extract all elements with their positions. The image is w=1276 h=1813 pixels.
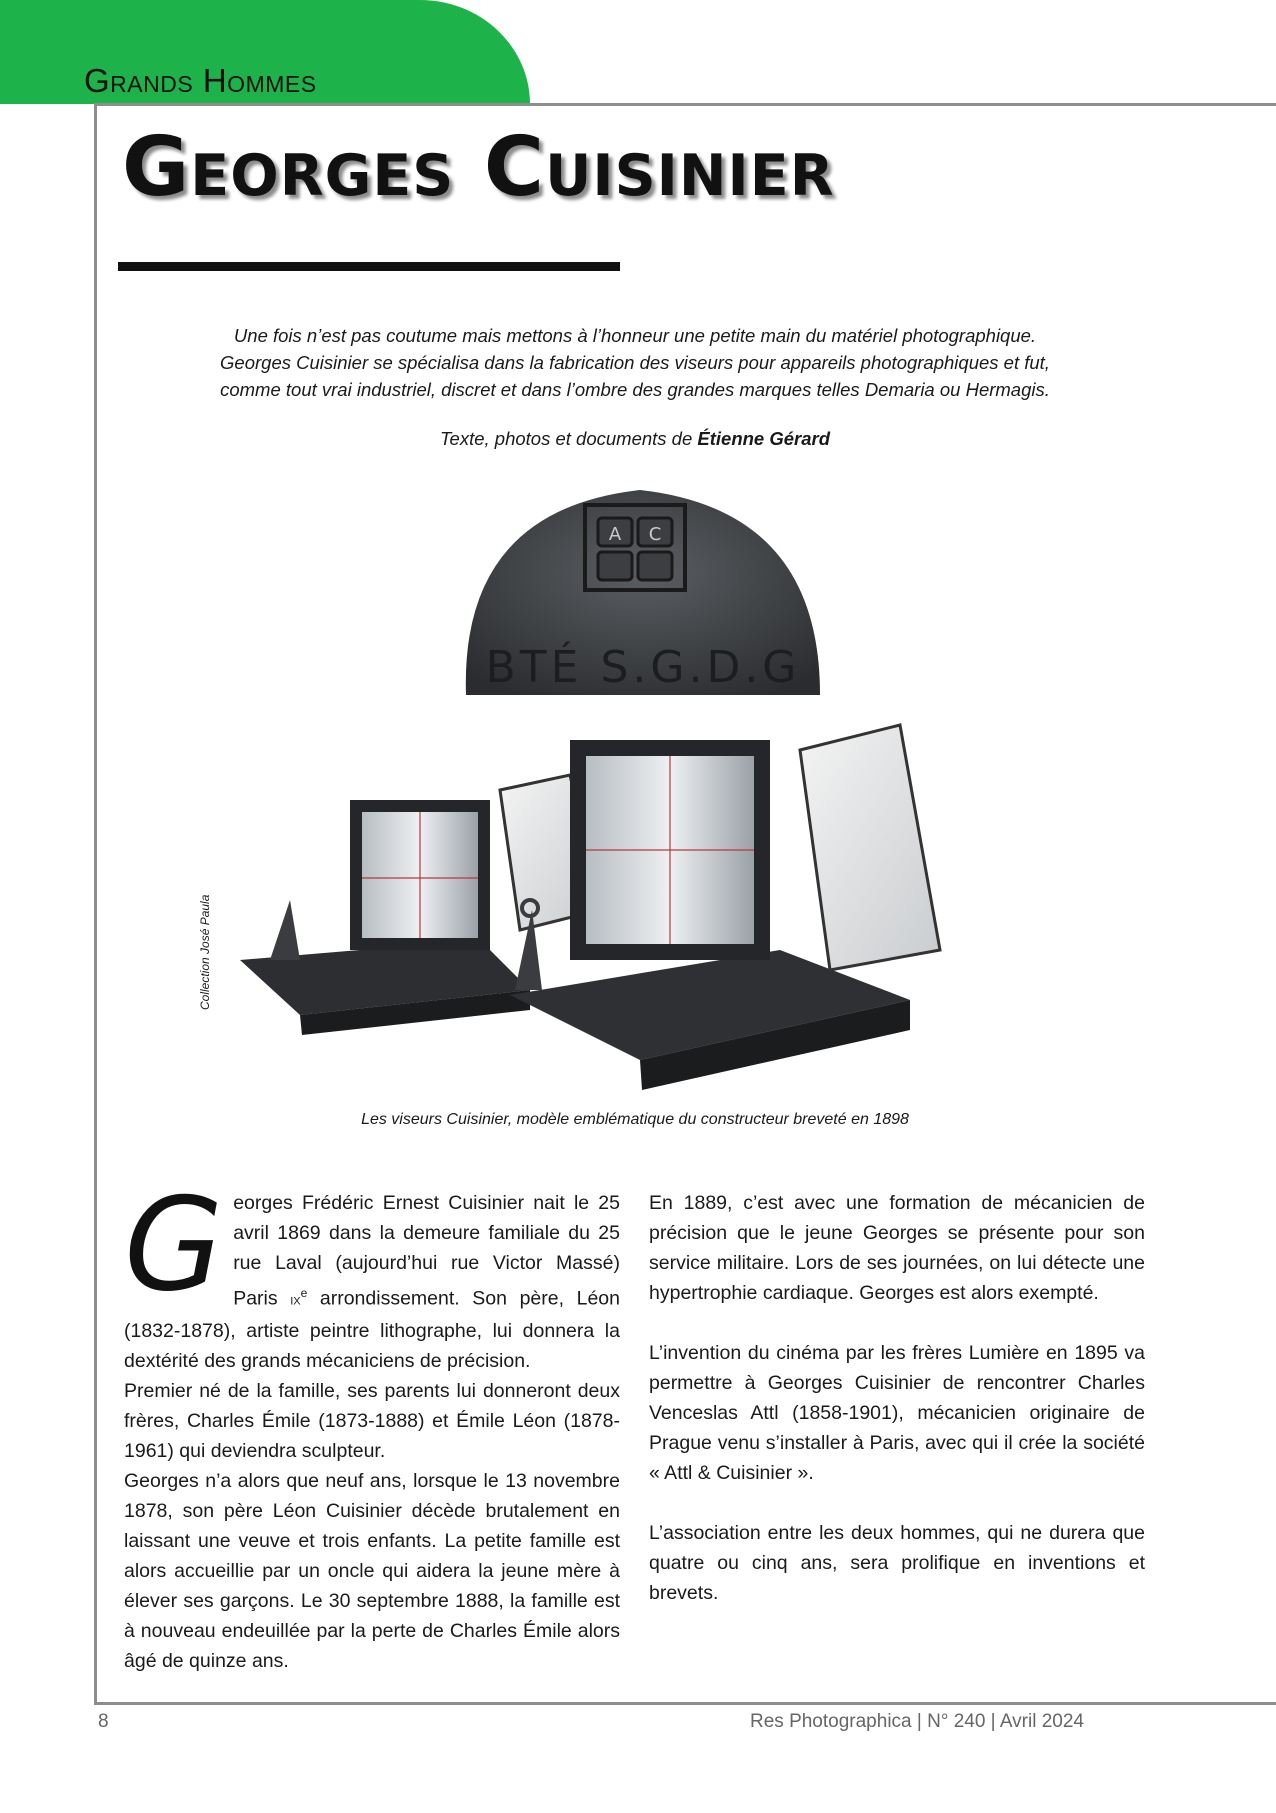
- article-column-right: [649, 1188, 1145, 1608]
- byline-author: Étienne Gérard: [697, 428, 831, 449]
- body-paragraph-1: [124, 1171, 620, 1376]
- frame-border-left: [94, 103, 97, 1704]
- publication-info: Res Photographica | N° 240 | Avril 2024: [750, 1711, 1084, 1732]
- body-paragraph-6: L’association entre les deux hommes, qui ne durera que quatre ou cinq ans, sera prolifique en inventions et brevets.: [649, 1522, 1145, 1604]
- body-paragraph-5: L’invention du cinéma par les frères Lumière en 1895 va permettre à Georges Cuisinier de rencontrer Charles Venceslas Attl (1858-1901), mécanicien originaire de Prague venu s’installer à Paris, avec qui il crée la société « Attl & Cuisinier ».: [649, 1342, 1145, 1484]
- intro-line-1: Une fois n’est pas coutume mais mettons à l’honneur une petite main du matériel photographique.: [233, 325, 1037, 346]
- article-title: Georges Cuisinier: [122, 120, 835, 215]
- viewfinder-illustration: [240, 490, 1100, 1090]
- body-paragraph-2: Premier né de la famille, ses parents lui donneront deux frères, Charles Émile (1873-1888) et Émile Léon (1878-1961) qui deviendra sculpteur.: [124, 1379, 620, 1462]
- title-underline: [118, 262, 620, 271]
- logo-letter-a: A: [608, 524, 622, 545]
- article-column-left: [124, 1171, 620, 1676]
- drop-cap: G: [124, 1171, 224, 1320]
- body-paragraph-1-text-b: arrondissement. Son père, Léon (1832-1878), artiste peintre lithographe, lui donnera la dextérité des grands mécaniciens de précision.: [124, 1287, 620, 1372]
- body-paragraph-1-text-a: eorges Frédéric Ernest Cuisinier nait le 25 avril 1869 dans la demeure familiale du 25 rue Laval (aujourd’hui rue Victor Massé) Paris: [233, 1192, 620, 1310]
- page-number: 8: [98, 1711, 109, 1732]
- body-paragraph-4: En 1889, c’est avec une formation de mécanicien de précision que le jeune Georges se présente pour son service militaire. Lors de ses journées, on lui détecte une hypertrophie cardiaque. Georges est alors exempté.: [649, 1192, 1145, 1304]
- arrondissement-roman: ix: [290, 1291, 301, 1309]
- photo-credit: Collection José Paula: [198, 894, 212, 1010]
- intro-line-3: comme tout vrai industriel, discret et dans l’ombre des grandes marques telles Demaria ou Hermagis.: [220, 379, 1050, 400]
- arrondissement-superscript: e: [300, 1286, 308, 1300]
- patent-stamp-text: BTÉ S.G.D.G: [485, 642, 801, 693]
- frame-border-top: [94, 103, 1276, 106]
- article-intro: [190, 322, 1080, 403]
- stamp-closeup: [466, 490, 820, 695]
- large-viewfinder: [510, 725, 940, 1090]
- frame-border-bottom: [94, 1702, 1276, 1705]
- section-label: Grands Hommes: [84, 62, 317, 99]
- paragraph-spacer: [649, 1308, 1145, 1338]
- logo-letter-c: C: [648, 524, 662, 545]
- byline-prefix: Texte, photos et documents de: [439, 428, 698, 449]
- photo-caption: Les viseurs Cuisinier, modèle emblématique du constructeur breveté en 1898: [361, 1111, 909, 1128]
- byline: [190, 428, 1080, 450]
- paragraph-spacer: [649, 1488, 1145, 1518]
- photo-viewfinders: [240, 490, 1100, 1090]
- intro-line-2: Georges Cuisinier se spécialisa dans la fabrication des viseurs pour appareils photographiques et fut,: [220, 352, 1050, 373]
- body-paragraph-3: Georges n’a alors que neuf ans, lorsque le 13 novembre 1878, son père Léon Cuisinier décède brutalement en laissant une veuve et trois enfants. La petite famille est alors accueillie par un oncle qui aidera la jeune mère à élever ses garçons. Le 30 septembre 1888, la famille est à nouveau endeuillée par la perte de Charles Émile alors âgé de quinze ans.: [124, 1469, 620, 1672]
